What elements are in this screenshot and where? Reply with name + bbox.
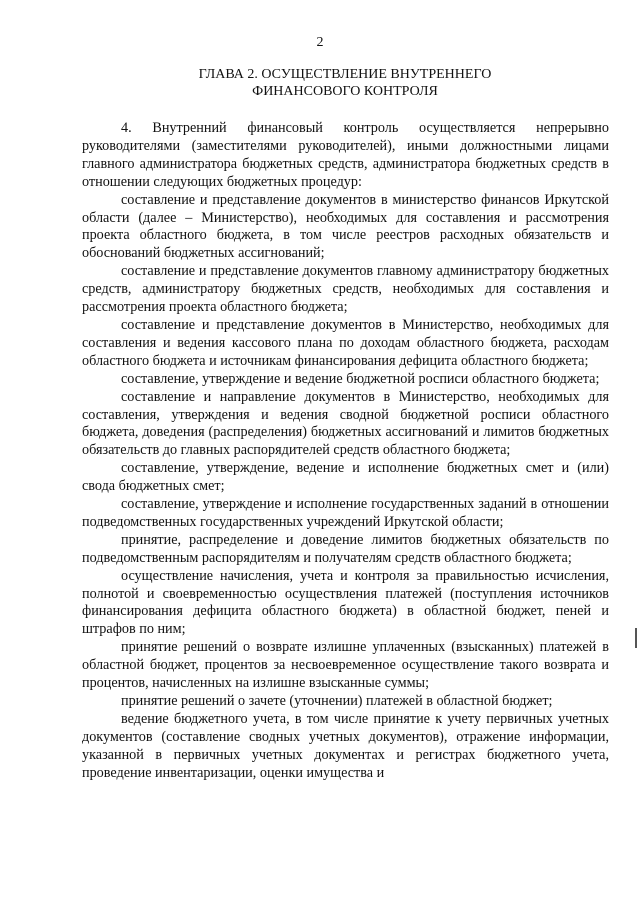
procedure-item: принятие, распределение и доведение лимитов бюджетных обязательств по подведомственным распорядителям и получателям средств областного бюджета;: [82, 531, 609, 566]
paragraph-item-4: 4. Внутренний финансовый контроль осуществляется непрерывно руководителями (заместителями руководителей), иными должностными лицами главного администратора бюджетных средств, администратора бюджетных средств в отношении следующих бюджетных процедур:: [82, 120, 609, 190]
page-number: 2: [316, 35, 324, 50]
procedure-item: составление, утверждение и исполнение государственных заданий в отношении подведомственных государственных учреждений Иркутской области;: [82, 496, 609, 530]
procedure-item: составление и представление документов главному администратору бюджетных средств, администратору бюджетных средств, необходимых для составления и рассмотрения проекта областного бюджета;: [82, 263, 609, 316]
chapter-title-line-1: ГЛАВА 2. ОСУЩЕСТВЛЕНИЕ ВНУТРЕННЕГО: [198, 67, 492, 82]
procedure-item: составление и представление документов в Министерство, необходимых для составления и ведения кассового плана по доходам областного бюджета, расходам областного бюджета и источникам финансирования дефицита областного бюджета;: [82, 316, 609, 369]
procedure-item: составление и представление документов в министерство финансов Иркутской области (далее – Министерство), необходимых для составления и рассмотрения проекта областного бюджета, в том числе реестров расходных обязательств и обоснований бюджетных ассигнований;: [82, 191, 609, 262]
procedure-item: принятие решений о возврате излишне уплаченных (взысканных) платежей в областной бюджет, процентов за несвоевременное осуществление такого возврата и процентов, начисленных на излишне взысканные суммы;: [82, 639, 609, 692]
procedure-item: осуществление начисления, учета и контроля за правильностью исчисления, полнотой и своевременностью осуществления платежей (поступления источников финансирования дефицита областного бюджета) в областной бюджет, пеней и штрафов по ним;: [82, 567, 609, 638]
procedure-item: составление, утверждение и ведение бюджетной росписи областного бюджета;: [121, 370, 600, 387]
scan-margin-mark: [635, 628, 637, 648]
chapter-title-line-2: ФИНАНСОВОГО КОНТРОЛЯ: [252, 84, 438, 99]
procedure-item: принятие решений о зачете (уточнении) платежей в областной бюджет;: [121, 693, 553, 709]
procedure-item: составление, утверждение, ведение и исполнение бюджетных смет и (или) свода бюджетных смет;: [82, 460, 609, 495]
procedure-item: составление и направление документов в Министерство, необходимых для составления, утверждения и ведения сводной бюджетной росписи областного бюджета, доведения (распределения) бюджетных ассигнований и лимитов бюджетных обязательств до главных распорядителей средств областного бюджета;: [82, 388, 609, 459]
procedure-item: ведение бюджетного учета, в том числе принятие к учету первичных учетных документов (составление сводных учетных документов), отражение информации, указанной в первичных учетных документах и регистрах бюджетного учета, проведение инвентаризации, оценки имущества и: [82, 710, 609, 781]
chapter-title: [0, 66, 640, 100]
document-body: [82, 120, 609, 783]
